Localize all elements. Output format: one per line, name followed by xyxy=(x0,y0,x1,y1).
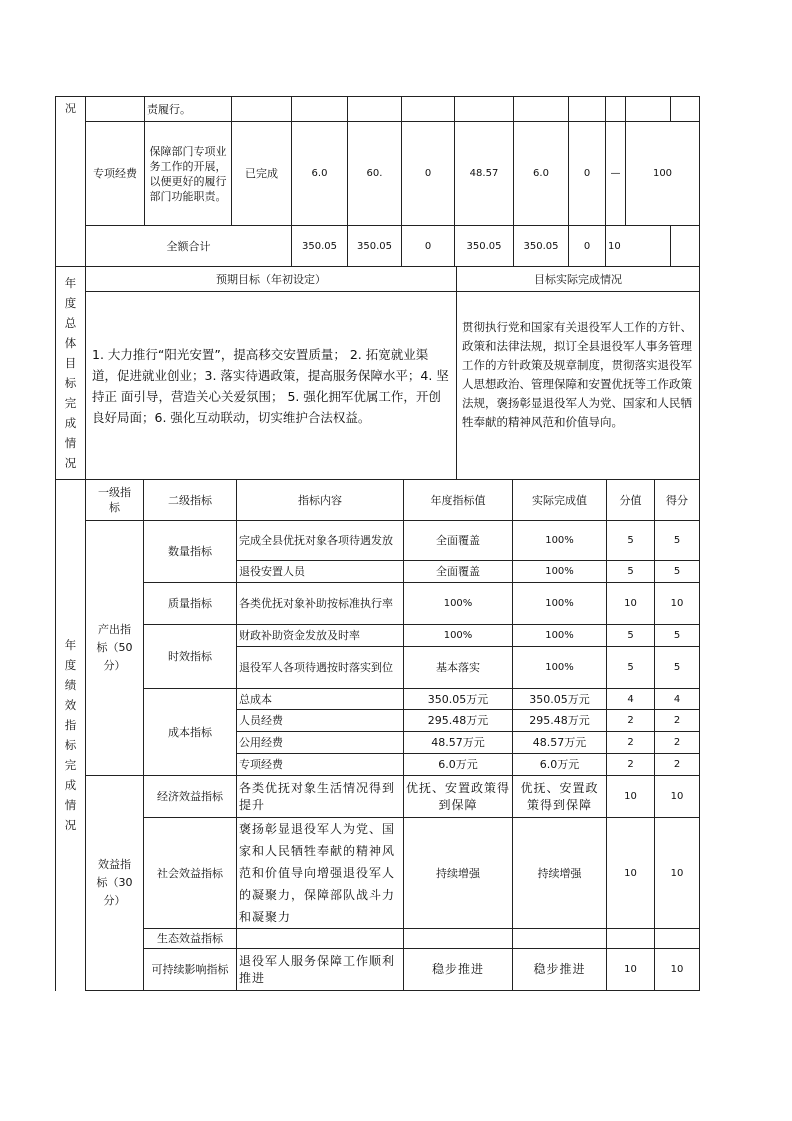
header-level2: 二级指标 xyxy=(144,480,237,521)
total-v6: 0 xyxy=(569,226,606,267)
funds-cont-blank xyxy=(86,97,145,122)
indicator-actual: 100% xyxy=(513,521,607,561)
indicator-value: 5 xyxy=(607,647,655,689)
indicator-content: 褒扬彰显退役军人为党、国家和人民牺牲奉献的精神风范和价值导向增强退役军人的凝聚力，保障部队战斗力和凝聚力 xyxy=(237,818,404,929)
special-fund-content: 保障部门专项业务工作的开展，以便更好的履行部门功能职责。 xyxy=(145,122,232,226)
indicator-score: 10 xyxy=(655,776,700,818)
indicator-row xyxy=(56,583,700,625)
actual-goal-text: 贯彻执行党和国家有关退役军人工作的方针、政策和法律法规，拟订全县退役军人事务管理工作的方针政策及规章制度，贯彻落实退役军人思想政治、管理保障和安置优抚等工作政策法规，褒扬彰显退役军人为党、国家和人民牺牲奉献的精神风范和价值导向。 xyxy=(457,292,700,480)
indicator-score: 2 xyxy=(655,710,700,732)
indicator-actual: 100% xyxy=(513,625,607,647)
indicator-value: 10 xyxy=(607,818,655,929)
indicator-value: 4 xyxy=(607,689,655,710)
indicator-actual: 295.48万元 xyxy=(513,710,607,732)
total-v7: 10 xyxy=(606,226,671,267)
indicator-target: 稳步推进 xyxy=(404,949,513,991)
indicator-actual: 48.57万元 xyxy=(513,732,607,754)
indicator-actual: 100% xyxy=(513,583,607,625)
header-score: 得分 xyxy=(655,480,700,521)
total-v1: 350.05 xyxy=(292,226,348,267)
indicator-row xyxy=(56,818,700,929)
indicator-actual xyxy=(513,929,607,949)
ecological-indicator-label: 生态效益指标 xyxy=(144,929,237,949)
quality-indicator-label: 质量指标 xyxy=(144,583,237,625)
special-fund-label: 专项经费 xyxy=(86,122,145,226)
indicators-section-label: 年度绩效指标完成情况 xyxy=(56,480,86,991)
indicator-value: 10 xyxy=(607,949,655,991)
indicator-target: 全面覆盖 xyxy=(404,521,513,561)
indicator-score: 10 xyxy=(655,949,700,991)
expected-goal-header: 预期目标（年初设定） xyxy=(86,267,457,292)
special-fund-row xyxy=(56,122,700,226)
output-indicator-label: 产出指标（50分） xyxy=(86,521,144,776)
header-level1: 一级指标 xyxy=(86,480,144,521)
special-fund-v1: 6.0 xyxy=(292,122,348,226)
indicator-row xyxy=(56,949,700,991)
indicator-content: 各类优抚对象补助按标准执行率 xyxy=(237,583,404,625)
indicator-score xyxy=(655,929,700,949)
goals-section-label: 年度总体目标完成情况 xyxy=(56,267,86,480)
header-target: 年度指标值 xyxy=(404,480,513,521)
indicator-content: 退役军人服务保障工作顺利推进 xyxy=(237,949,404,991)
indicator-score: 2 xyxy=(655,732,700,754)
indicator-score: 10 xyxy=(655,583,700,625)
indicator-score: 5 xyxy=(655,561,700,583)
header-actual: 实际完成值 xyxy=(513,480,607,521)
special-fund-v7: — xyxy=(606,122,626,226)
special-fund-v8: 100 xyxy=(626,122,700,226)
total-label: 全额合计 xyxy=(86,226,292,267)
indicator-actual: 优抚、安置政策得到保障 xyxy=(513,776,607,818)
indicator-score: 5 xyxy=(655,647,700,689)
indicator-actual: 100% xyxy=(513,647,607,689)
indicator-content: 专项经费 xyxy=(237,754,404,776)
indicator-target: 100% xyxy=(404,625,513,647)
special-fund-v2: 60. xyxy=(348,122,402,226)
indicator-value: 10 xyxy=(607,776,655,818)
indicator-value: 2 xyxy=(607,732,655,754)
indicator-row xyxy=(56,625,700,647)
indicator-value: 5 xyxy=(607,521,655,561)
indicator-value: 2 xyxy=(607,710,655,732)
indicators-table xyxy=(55,479,700,991)
indicator-value: 5 xyxy=(607,625,655,647)
indicator-actual: 350.05万元 xyxy=(513,689,607,710)
indicator-value: 2 xyxy=(607,754,655,776)
indicator-target: 295.48万元 xyxy=(404,710,513,732)
indicator-target: 48.57万元 xyxy=(404,732,513,754)
total-v2: 350.05 xyxy=(348,226,402,267)
indicator-content: 人员经费 xyxy=(237,710,404,732)
indicator-actual: 持续增强 xyxy=(513,818,607,929)
special-fund-status: 已完成 xyxy=(232,122,292,226)
header-score-value: 分值 xyxy=(607,480,655,521)
indicator-content xyxy=(237,929,404,949)
indicator-content: 退役安置人员 xyxy=(237,561,404,583)
special-fund-v5: 6.0 xyxy=(514,122,569,226)
economic-indicator-label: 经济效益指标 xyxy=(144,776,237,818)
indicator-row xyxy=(56,689,700,710)
indicator-target: 优抚、安置政策得到保障 xyxy=(404,776,513,818)
indicator-actual: 100% xyxy=(513,561,607,583)
total-v3: 0 xyxy=(402,226,455,267)
funds-cont-content: 责履行。 xyxy=(145,97,232,122)
total-v4: 350.05 xyxy=(455,226,514,267)
indicators-header-row xyxy=(56,480,700,521)
special-fund-v4: 48.57 xyxy=(455,122,514,226)
special-fund-v3: 0 xyxy=(402,122,455,226)
cost-indicator-label: 成本指标 xyxy=(144,689,237,776)
funds-table xyxy=(55,96,700,267)
timeliness-indicator-label: 时效指标 xyxy=(144,625,237,689)
expected-goal-text: 1. 大力推行“阳光安置”，提高移交安置质量； 2. 拓宽就业渠道，促进就业创业；3. 落实待遇政策，提高服务保障水平；4. 坚持正 面引导，营造关心关爱氛围； 5. 强化拥军优属工作，开创良好局面；6. 强化互动联动，切实维护合法权益。 xyxy=(86,292,457,480)
total-row xyxy=(56,226,700,267)
header-content: 指标内容 xyxy=(237,480,404,521)
indicator-content: 公用经费 xyxy=(237,732,404,754)
funds-section-char: 况 xyxy=(56,97,86,267)
quantity-indicator-label: 数量指标 xyxy=(144,521,237,583)
special-fund-v6: 0 xyxy=(569,122,606,226)
indicator-target: 持续增强 xyxy=(404,818,513,929)
total-v5: 350.05 xyxy=(514,226,569,267)
indicator-content: 完成全县优抚对象各项待遇发放 xyxy=(237,521,404,561)
indicator-score: 5 xyxy=(655,625,700,647)
indicator-target: 350.05万元 xyxy=(404,689,513,710)
indicator-actual: 稳步推进 xyxy=(513,949,607,991)
benefit-indicator-label: 效益指标（30分） xyxy=(86,776,144,991)
indicator-score: 10 xyxy=(655,818,700,929)
social-indicator-label: 社会效益指标 xyxy=(144,818,237,929)
indicator-content: 总成本 xyxy=(237,689,404,710)
goals-table xyxy=(55,266,700,480)
sustainable-indicator-label: 可持续影响指标 xyxy=(144,949,237,991)
actual-goal-header: 目标实际完成情况 xyxy=(457,267,700,292)
indicator-row xyxy=(56,929,700,949)
indicator-content: 各类优抚对象生活情况得到提升 xyxy=(237,776,404,818)
indicator-target: 全面覆盖 xyxy=(404,561,513,583)
indicator-score: 5 xyxy=(655,521,700,561)
indicator-content: 财政补助资金发放及时率 xyxy=(237,625,404,647)
indicator-value xyxy=(607,929,655,949)
indicator-target: 100% xyxy=(404,583,513,625)
indicator-actual: 6.0万元 xyxy=(513,754,607,776)
total-v8 xyxy=(671,226,700,267)
indicator-score: 2 xyxy=(655,754,700,776)
indicator-score: 4 xyxy=(655,689,700,710)
indicator-target: 基本落实 xyxy=(404,647,513,689)
indicator-value: 5 xyxy=(607,561,655,583)
indicator-row xyxy=(56,776,700,818)
indicator-target: 6.0万元 xyxy=(404,754,513,776)
indicator-value: 10 xyxy=(607,583,655,625)
indicator-row xyxy=(56,521,700,561)
indicator-content: 退役军人各项待遇按时落实到位 xyxy=(237,647,404,689)
indicator-target xyxy=(404,929,513,949)
